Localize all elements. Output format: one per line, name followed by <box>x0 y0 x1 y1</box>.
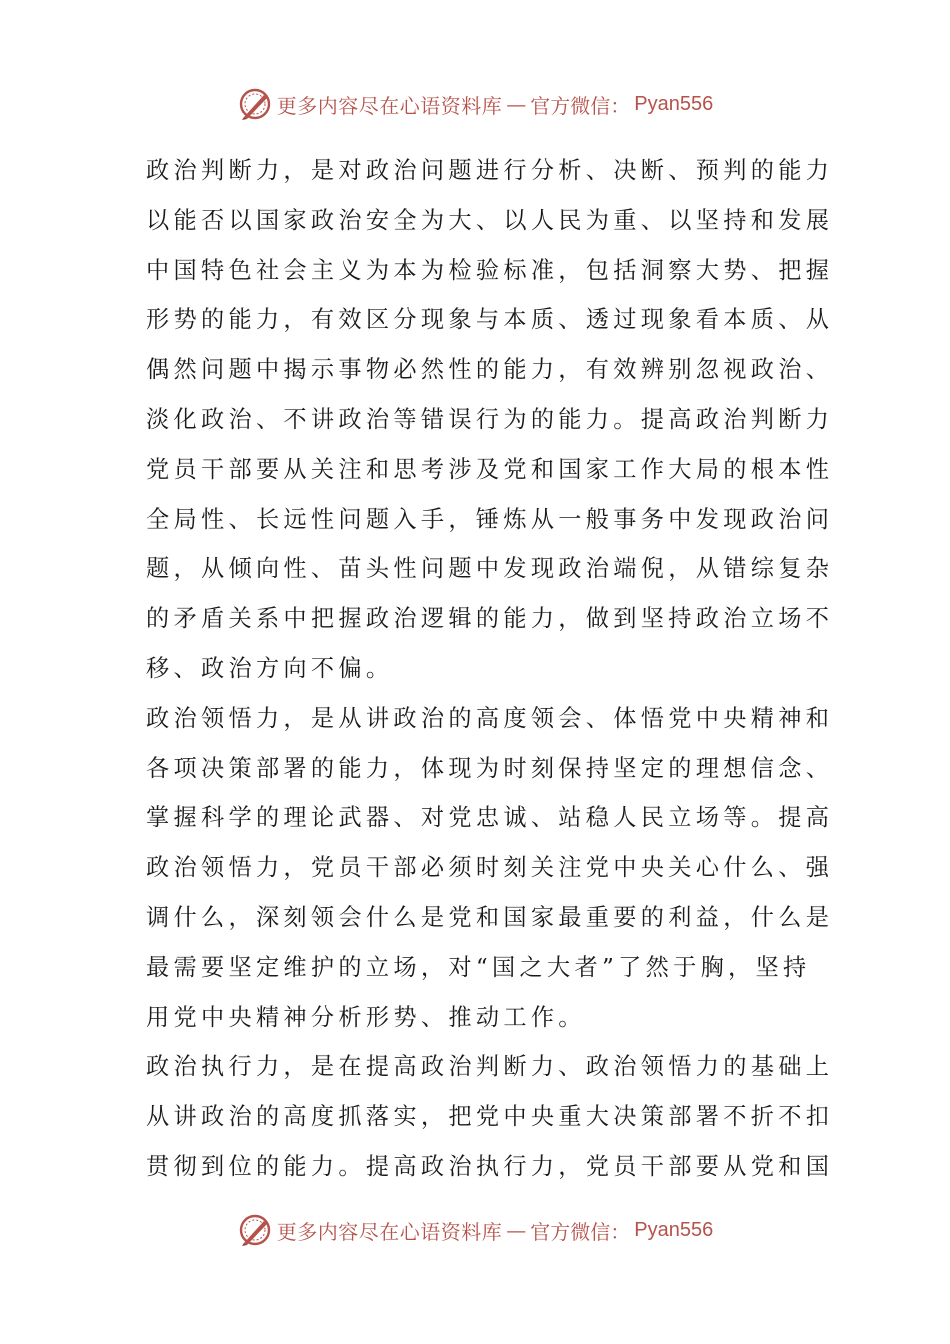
banner-slogan: 更多内容尽在心语资料库 <box>276 1219 503 1244</box>
banner-dash: — <box>506 92 527 116</box>
pen-logo-icon <box>237 1212 273 1248</box>
text-line: 全局性、长远性问题入手，锤炼从一般事务中发现政治问 <box>146 505 834 533</box>
text-line: 政治领悟力，是从讲政治的高度领会、体悟党中央精神和 <box>146 704 834 732</box>
text-line: 掌握科学的理论武器、对党忠诚、站稳人民立场等。提高 <box>146 804 834 832</box>
text-line: 政治领悟力，党员干部必须时刻关注党中央关心什么、强 <box>146 854 834 882</box>
text-line: 各项决策部署的能力，体现为时刻保持坚定的理想信念、 <box>146 754 834 782</box>
document-body <box>146 146 834 1192</box>
banner-slogan: 更多内容尽在心语资料库 <box>276 93 503 118</box>
text-line: 贯彻到位的能力。提高政治执行力，党员干部要从党和国 <box>146 1152 834 1180</box>
text-line: 政治执行力，是在提高政治判断力、政治领悟力的基础上 <box>146 1053 834 1081</box>
text-line: 形势的能力，有效区分现象与本质、透过现象看本质、从 <box>146 306 834 334</box>
text-line: 调什么，深刻领会什么是党和国家最重要的利益，什么是 <box>146 903 834 931</box>
text-line: 偶然问题中揭示事物必然性的能力，有效辨别忽视政治、 <box>146 356 834 384</box>
footer-banner <box>0 1208 950 1252</box>
text-line: 中国特色社会主义为本为检验标准，包括洞察大势、把握 <box>146 256 834 284</box>
banner-wechat-id: Pyan556 <box>634 92 714 115</box>
banner-wechat-label: 官方微信： <box>530 93 631 118</box>
text-line: 用党中央精神分析形势、推动工作。 <box>146 1003 586 1031</box>
text-line: 移、政治方向不偏。 <box>146 654 394 682</box>
text-line: 从讲政治的高度抓落实，把党中央重大决策部署不折不扣 <box>146 1103 834 1131</box>
text-line: 党员干部要从关注和思考涉及党和国家工作大局的根本性 <box>146 455 834 483</box>
text-line: 的矛盾关系中把握政治逻辑的能力，做到坚持政治立场不 <box>146 605 834 633</box>
banner-wechat-label: 官方微信： <box>530 1219 631 1244</box>
banner-wechat-id: Pyan556 <box>634 1218 714 1241</box>
header-banner <box>0 82 950 126</box>
banner-dash: — <box>506 1218 527 1242</box>
text-line: 题，从倾向性、苗头性问题中发现政治端倪，从错综复杂 <box>146 555 834 583</box>
text-line: 以能否以国家政治安全为大、以人民为重、以坚持和发展 <box>146 206 834 234</box>
text-line: 淡化政治、不讲政治等错误行为的能力。提高政治判断力 <box>146 405 834 433</box>
text-line: 政治判断力，是对政治问题进行分析、决断、预判的能力 <box>146 157 834 184</box>
text-line: 最需要坚定维护的立场，对“国之大者”了然于胸，坚持 <box>146 953 811 981</box>
pen-logo-icon <box>237 86 273 122</box>
